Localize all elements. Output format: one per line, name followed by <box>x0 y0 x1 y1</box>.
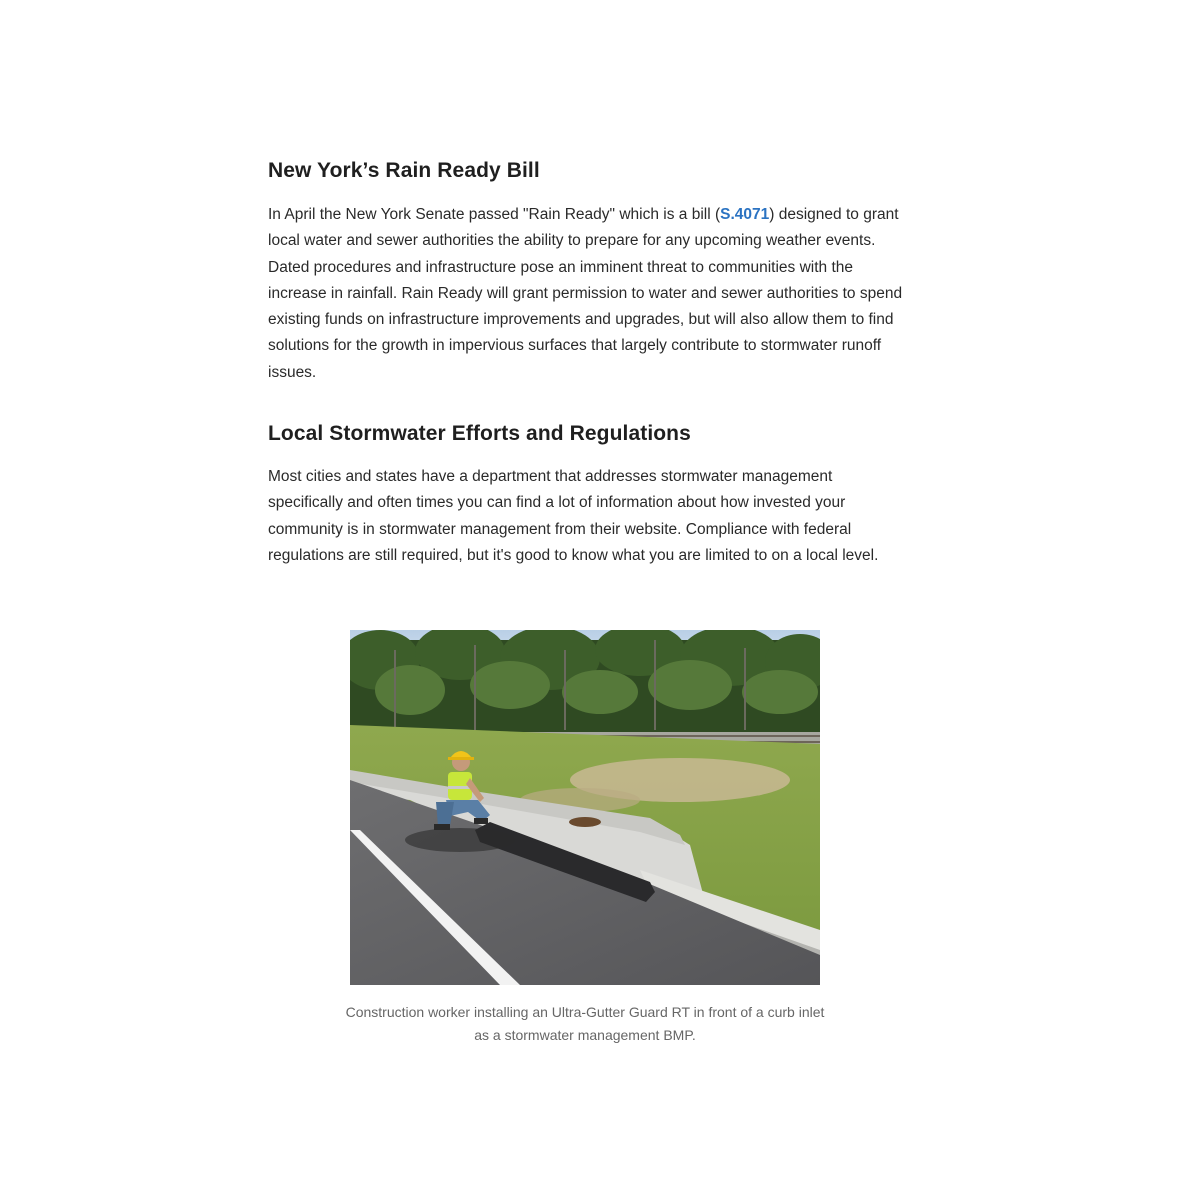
figure-caption: Construction worker installing an Ultra-Gutter Guard RT in front of a curb inlet as a stormwater management BMP. <box>345 1004 825 1043</box>
local-stormwater-heading: Local Stormwater Efforts and Regulations <box>268 422 691 445</box>
bill-s4071-link[interactable]: S.4071 <box>720 206 770 223</box>
rain-ready-text-after-link: ) designed to grant local water and sewer authorities the ability to prepare for any upcoming weather events. Dated procedures and infrastructure pose an imminent threat to communities with the increase in rainfall. Rain Ready will grant permission to water and sewer authorities to spend existing funds on infrastructure improvements and upgrades, but will also allow them to find solutions for the growth in impervious surfaces that largely contribute to stormwater runoff issues. <box>268 206 903 381</box>
rain-ready-paragraph <box>268 202 908 386</box>
article-figure <box>350 630 820 985</box>
rain-ready-heading: New York’s Rain Ready Bill <box>268 159 540 182</box>
rain-ready-text-before-link: In April the New York Senate passed "Rain Ready" which is a bill ( <box>268 206 721 223</box>
local-stormwater-paragraph: Most cities and states have a department that addresses stormwater management specifically and often times you can find a lot of information about how invested your community is in stormwater management from their website. Compliance with federal regulations are still required, but it's good to know what you are limited to on a local level. <box>268 468 879 564</box>
gutter-guard-installation-photo <box>350 630 820 985</box>
